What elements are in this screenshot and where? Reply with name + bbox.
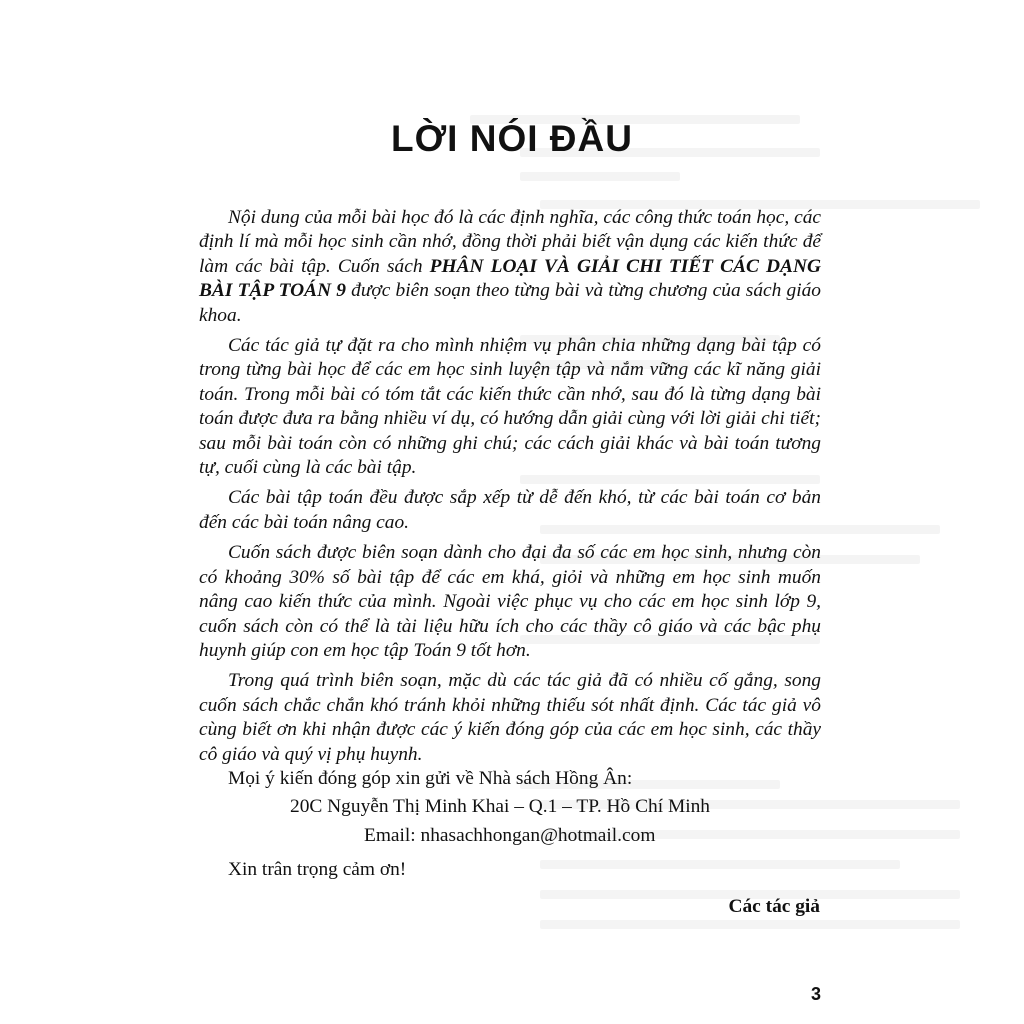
contact-email: Email: nhasachhongan@hotmail.com bbox=[364, 825, 656, 846]
paragraph-1-text-start: Nội dung của mỗi bài học đó là các định nghĩa, các công thức toán học, các định lí mà mỗi học sinh cần nhớ, đồng thời phải biết vận dụng các kiến thức để làm các bài tập. Cuốn sách bbox=[199, 207, 821, 277]
paragraph-5: Trong quá trình biên soạn, mặc dù các tác giả đã có nhiều cố gắng, song cuốn sách chắc chắn khó tránh khỏi những thiếu sót nhất định. Các tác giả vô cùng biết ơn khi nhận được các ý kiến đóng góp của các em học sinh, các thầy cô giáo và quý vị phụ huynh. bbox=[199, 670, 821, 765]
contact-address: 20C Nguyễn Thị Minh Khai – Q.1 – TP. Hồ Chí Minh bbox=[290, 796, 710, 817]
page-number: 3 bbox=[810, 984, 821, 1004]
paragraph-3: Các bài tập toán đều được sắp xếp từ dễ đến khó, từ các bài toán cơ bản đến các bài toán nâng cao. bbox=[199, 487, 821, 533]
paragraph-1 bbox=[199, 206, 821, 328]
page-title: LỜI NÓI ĐẦU bbox=[391, 118, 633, 159]
foreword-body bbox=[199, 206, 821, 773]
paragraph-1-text-end: được biên soạn theo từng bài và từng chương của sách giáo khoa. bbox=[199, 280, 821, 326]
paragraph-4: Cuốn sách được biên soạn dành cho đại đa số các em học sinh, nhưng còn có khoảng 30% số bài tập để các em khá, giỏi và những em học sinh muốn nâng cao kiến thức của mình. Ngoài việc phục vụ cho các em học sinh lớp 9, cuốn sách còn có thể là tài liệu hữu ích cho các thầy cô giáo và các bậc phụ huynh giúp con em học tập Toán 9 tốt hơn. bbox=[199, 542, 821, 661]
thanks-line: Xin trân trọng cảm ơn! bbox=[228, 859, 407, 880]
contact-intro: Mọi ý kiến đóng góp xin gửi về Nhà sách Hồng Ân: bbox=[228, 768, 633, 789]
book-title-emphasis: PHÂN LOẠI VÀ GIẢI CHI TIẾT CÁC DẠNG BÀI TẬP TOÁN 9 bbox=[199, 255, 821, 302]
paragraph-2: Các tác giả tự đặt ra cho mình nhiệm vụ phân chia những dạng bài tập có trong từng bài học để các em học sinh luyện tập và nắm vững các kĩ năng giải toán. Trong mỗi bài có tóm tắt các kiến thức cần nhớ, sau đó là từng dạng bài toán được đưa ra bằng nhiều ví dụ, có hướng dẫn giải cùng với lời giải chi tiết; sau mỗi bài toán còn có những ghi chú; các cách giải khác và bài toán tương tự, cuối cùng là các bài tập. bbox=[199, 335, 821, 479]
signature: Các tác giả bbox=[728, 896, 820, 917]
